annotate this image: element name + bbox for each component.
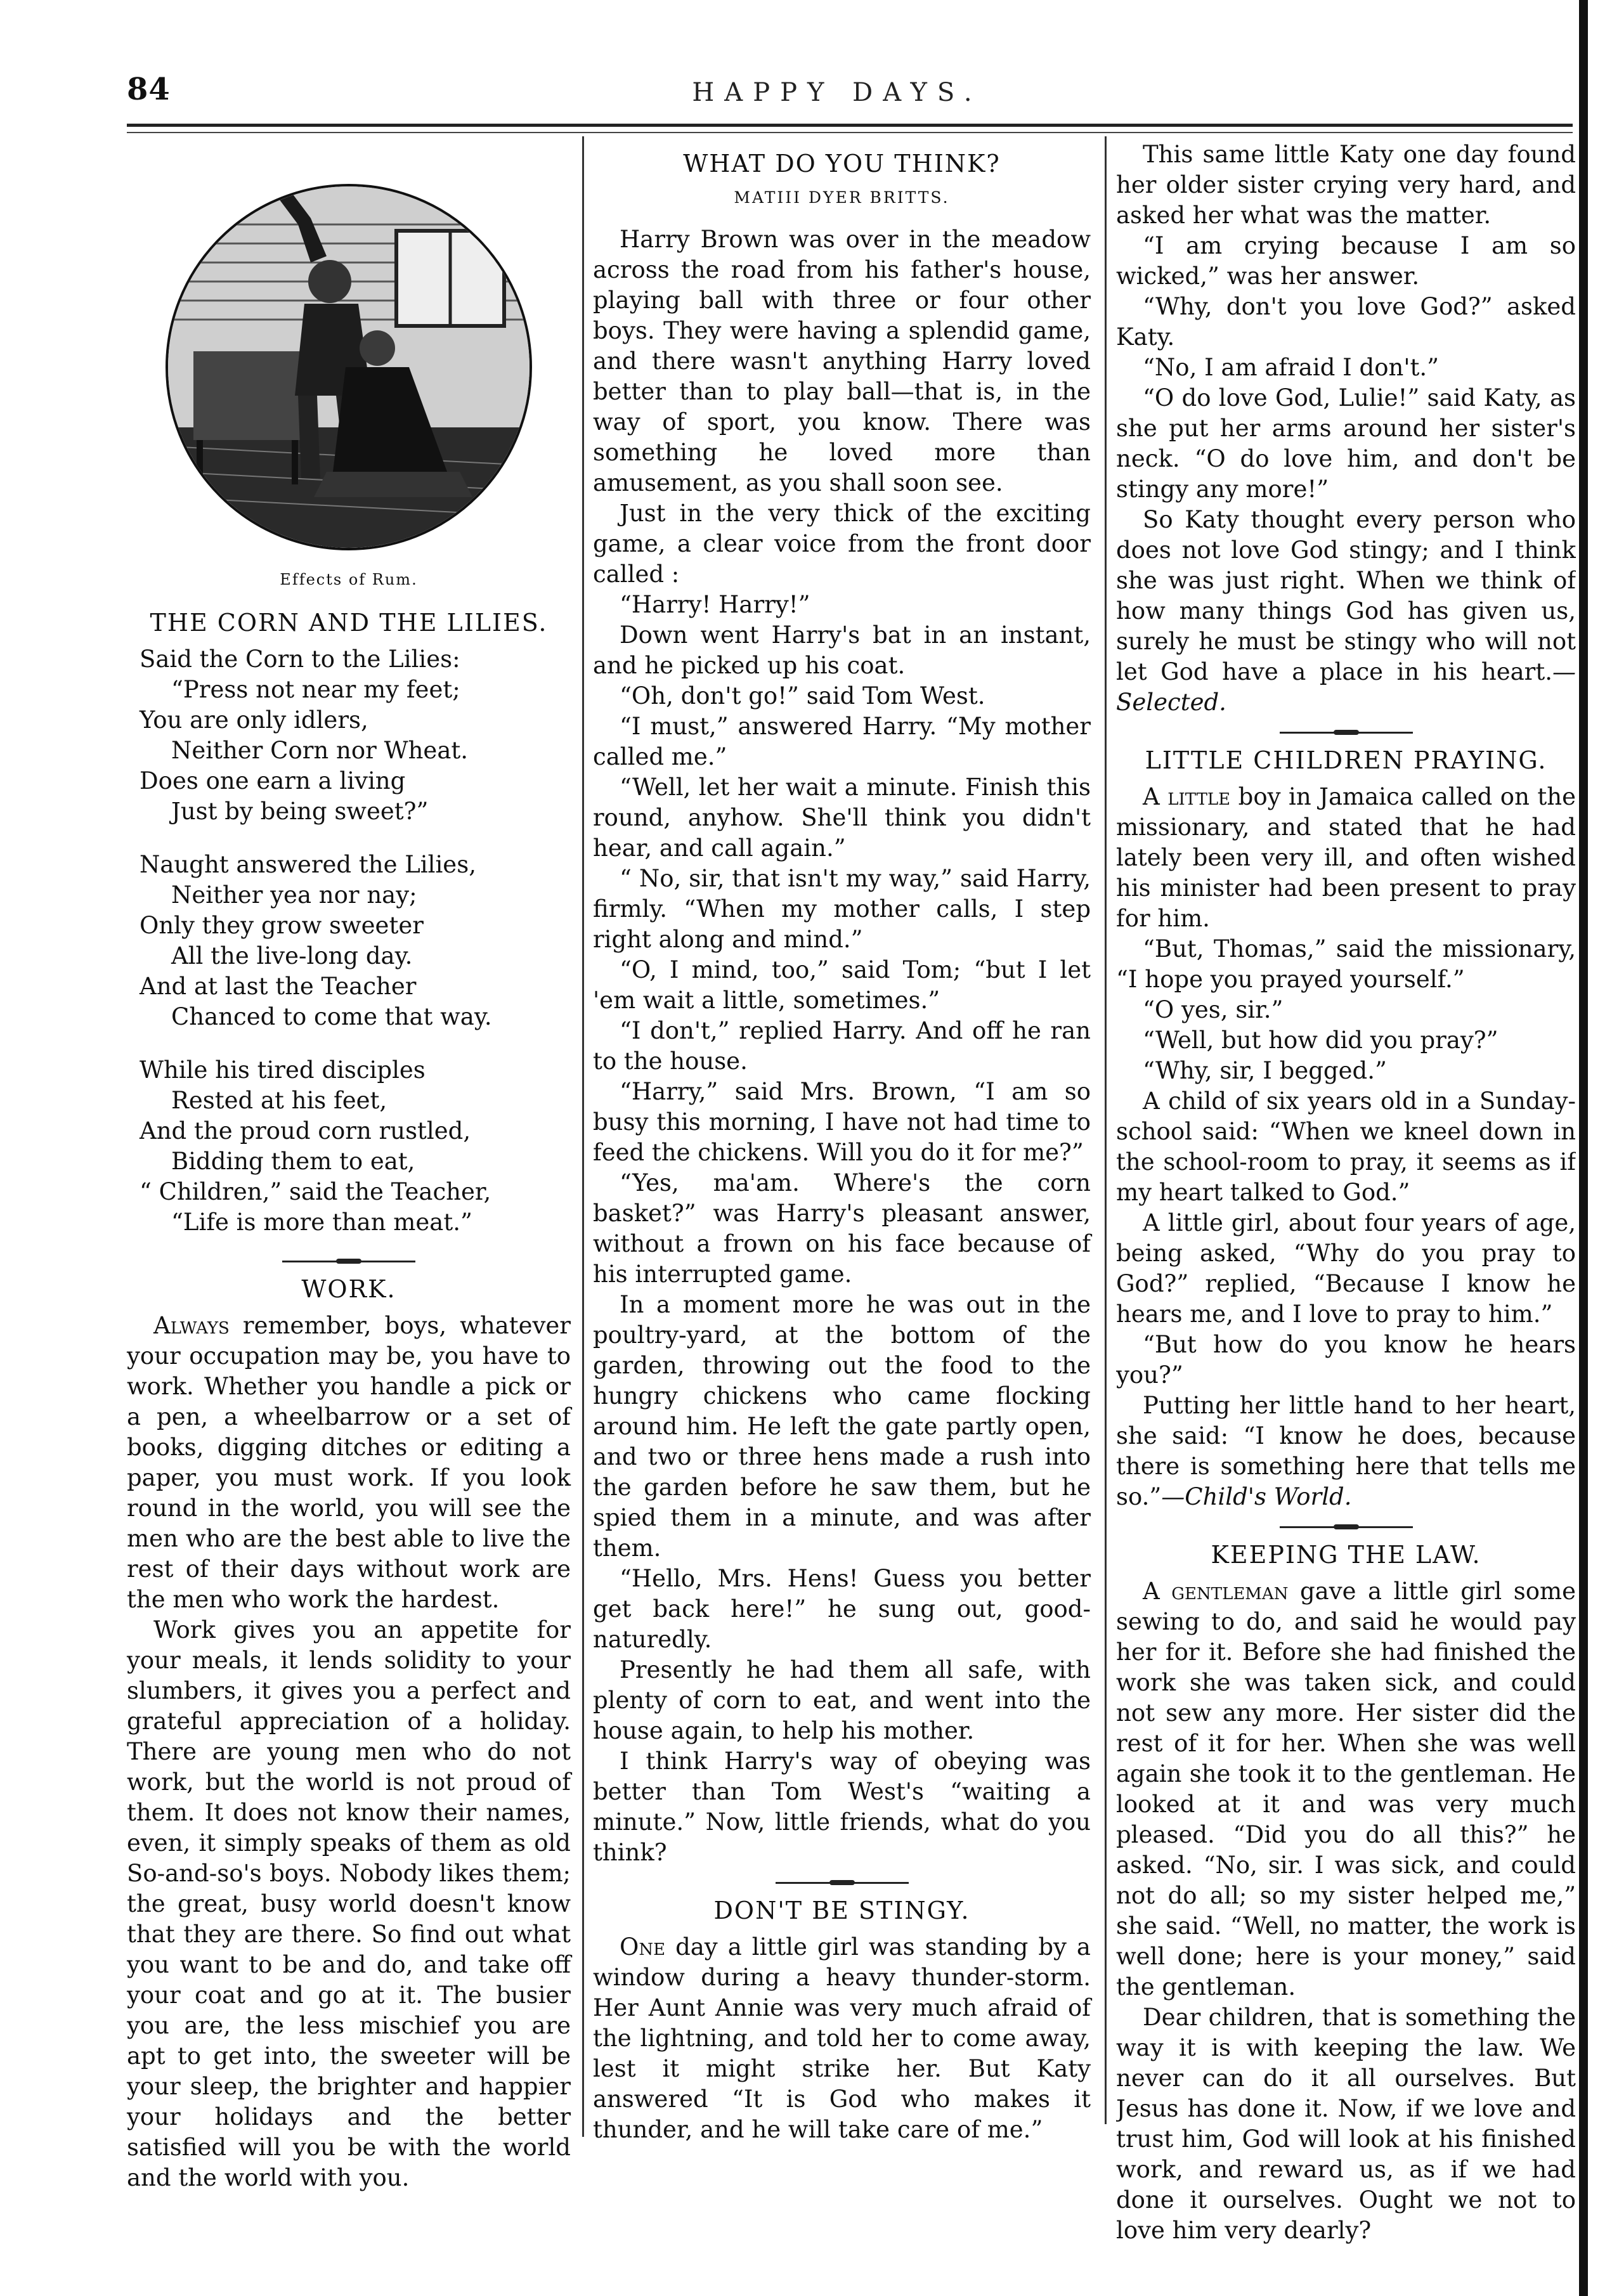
article-paragraph [1116,1391,1576,1512]
article-paragraph: “Why, don't you love God?” asked Katy. [1116,293,1576,351]
article-paragraph [127,1311,571,1615]
article-paragraph: “ No, sir, that isn't my way,” said Harry, firmly. “When my mother calls, I step right along and mind.” [593,865,1091,953]
poem-line: Neither Corn nor Wheat. [171,737,469,764]
engraving-image [166,184,532,550]
article-title-dont-be-stingy: DON'T BE STINGY. [713,1897,970,1924]
paragraph-text: remember, boys, whatever your occupation may be, you have to work. Whether you handle a pick or a pen, a wheelbarrow or a set of books, digging ditches or editing a paper, you must work. If you look round in the world, you will see the men who are the best able to live the rest of their days without work are the men who work the hardest. [127,1312,571,1613]
article-paragraph: “Well, let her wait a minute. Finish this round, anyhow. She'll think you didn't hear, and call again.” [593,774,1091,862]
poem-line: While his tired disciples [140,1056,426,1084]
article-paragraph: Dear children, that is something the way it is with keeping the law. We never can do it all ourselves. But Jesus has done it. Now, if we love and trust him, God will look at his finished work, and reward us, as if we had done it ourselves. Ought we not to love him very dearly? [1116,2004,1576,2244]
article-paragraph: A child of six years old in a Sunday-school said: “When we kneel down in the school-room to pray, it seems as if my heart talked to God.” [1116,1087,1576,1206]
poem-line: “Press not near my feet; [171,676,460,703]
article-paragraph: “I am crying because I am so wicked,” was her answer. [1116,232,1576,290]
article-paragraph: “Harry,” said Mrs. Brown, “I am so busy this morning, I have not had time to feed the chickens. Will you do it for me?” [593,1078,1091,1166]
article-paragraph: “But how do you know he hears you?” [1116,1331,1576,1389]
article-paragraph: “Harry! Harry!” [620,591,810,618]
poem-stanza [140,850,571,1032]
page-number: 84 [127,72,171,107]
paragraph-text: boy in Jamaica called on the missionary, and stated that he had lately been very ill, and often wished his minister had been present to pray for him. [1116,783,1576,932]
article-paragraph: A little girl, about four years of age, being asked, “Why do you pray to God?” replied, “Because I know he hears me, and I love to pray to him.” [1116,1209,1576,1328]
article-paragraph: I think Harry's way of obeying was better than Tom West's “waiting a minute.” Now, little friends, what do you think? [593,1748,1091,1866]
paragraph-text: day a little girl was standing by a window during a heavy thunder-storm. Her Aunt Annie was very much afraid of the lightning, and told her to come away, lest it might strike her. But Katy answered “It is God who makes it thunder, and he will take care of me.” [593,1933,1091,2143]
poem-line: And at last the Teacher [140,973,417,1000]
article-paragraph: “I must,” answered Harry. “My mother called me.” [593,713,1091,770]
poem-line: Bidding them to eat, [171,1148,415,1175]
lead-word: A gentleman [1143,1578,1289,1605]
poem-stanza [140,1055,571,1238]
header-rule [127,124,1573,127]
column-right [1116,139,1576,2246]
column-divider [1105,136,1107,2124]
article-title-keeping-the-law: KEEPING THE LAW. [1211,1541,1481,1569]
article-paragraph: “O yes, sir.” [1143,996,1284,1023]
paragraph-text: Putting her little hand to her heart, she said: “I know he does, because there is something here that tells me so.” [1116,1392,1576,1510]
lead-word: One [620,1933,666,1961]
poem-line: “Life is more than meat.” [171,1209,472,1236]
page-header [108,60,1566,117]
article-paragraph: Just in the very thick of the exciting game, a clear voice from the front door called : [593,500,1091,588]
article-paragraph: “Why, sir, I begged.” [1143,1057,1387,1084]
article-title-what-do-you-think: WHAT DO YOU THINK? [683,150,1001,178]
article-paragraph [1116,1576,1576,2002]
poem-line: And the proud corn rustled, [140,1117,471,1145]
article-paragraph: “Oh, don't go!” said Tom West. [620,682,985,710]
article-paragraph: Work gives you an appetite for your meals, it lends solidity to your slumbers, it gives you a perfect and grateful appreciation of a holiday. There are young men who do not work, but the world is not proud of them. It does not know their names, even, it simply speaks of them as old So-and-so's boys. Nobody likes them; the great, busy world doesn't know that they are there. So find out what you want to be and do, and take off your coat and go at it. The busier you are, the less mischief you are apt to get into, the sweeter will be your sleep, the brighter and happier your holidays and the better satisfied will you be with the world and the world with you. [127,1616,571,2191]
poem-line: “ Children,” said the Teacher, [140,1178,491,1205]
author-byline: MATIII DYER BRITTS. [734,188,950,207]
poem-line: Chanced to come that way. [171,1003,492,1030]
article-paragraph: In a moment more he was out in the poultry-yard, at the bottom of the garden, throwing out the food to the hungry chickens who came flocking around him. He left the gate partly open, and two or three hens made a rush into the garden before he saw them, but he spied them in a minute, and was after them. [593,1291,1091,1562]
section-separator [282,1261,415,1262]
section-separator [1280,1526,1413,1528]
section-separator [1280,732,1413,734]
article-paragraph: Down went Harry's bat in an instant, and he picked up his coat. [593,621,1091,679]
article-paragraph [1116,782,1576,934]
article-paragraph: “Yes, ma'am. Where's the corn basket?” was Harry's pleasant answer, without a frown on his face because of his interrupted game. [593,1169,1091,1288]
paragraph-text: So Katy thought every person who does not love God stingy; and I think she was just right. When we think of how many things God has given us, surely he must be stingy who will not let God have a place in his heart. [1116,506,1576,685]
article-paragraph: “No, I am afraid I don't.” [1143,354,1440,381]
poem-body [140,644,571,1238]
article-paragraph: This same little Katy one day found her older sister crying very hard, and asked her what was the matter. [1116,141,1576,229]
lead-word: A little [1143,783,1231,810]
illustration-caption: Effects of Rum. [280,571,418,588]
header-rule-thin [127,132,1573,133]
poem-line: Naught answered the Lilies, [140,851,476,878]
poem-line: Just by being sweet?” [171,798,429,825]
article-paragraph: Presently he had them all safe, with plenty of corn to eat, and went into the house again, to help his mother. [593,1656,1091,1744]
article-paragraph: “O, I mind, too,” said Tom; “but I let 'em wait a little, sometimes.” [593,956,1091,1014]
lead-word: Always [153,1312,230,1339]
section-separator [776,1882,909,1884]
masthead-title: HAPPY DAYS. [692,78,982,107]
article-title-little-children-praying: LITTLE CHILDREN PRAYING. [1145,746,1547,774]
column-divider [582,136,584,2137]
poem-line: Neither yea nor nay; [171,881,417,909]
article-paragraph [1116,505,1576,718]
poem-line: You are only idlers, [140,706,368,734]
article-paragraph: “Hello, Mrs. Hens! Guess you better get back here!” he sung out, good-naturedly. [593,1565,1091,1653]
article-paragraph [593,1932,1091,2145]
poem-line: Only they grow sweeter [140,912,424,939]
poem-line: Rested at his feet, [171,1087,387,1114]
poem-stanza [140,644,571,827]
article-paragraph: “But, Thomas,” said the missionary, “I hope you prayed yourself.” [1116,935,1576,993]
illustration [127,184,571,595]
article-title-work: WORK. [301,1275,396,1303]
article-paragraph: Harry Brown was over in the meadow across the road from his father's house, playing ball with three or four other boys. They were having a splendid game, and there wasn't anything Harry loved better than to play ball—that is, in the way of sport, you know. There was something he loved more than amusement, as you shall soon see. [593,226,1091,496]
page-edge-shadow [1579,0,1588,2296]
column-middle [593,139,1091,2145]
paragraph-text: gave a little girl some sewing to do, and said he would pay her for it. Before she had finished the work she was taken sick, and could not sew any more. Her sister did the rest of it for her. When she was well again she took it to the gentleman. He looked at it and was very much pleased. “Did you do all this?” he asked. “No, sir. I was sick, and could not do all; so my sister helped me,” she said. “Well, no matter, the work is well done; here is your money,” said the gentleman. [1116,1578,1576,2001]
article-paragraph: “I don't,” replied Harry. And off he ran to the house. [593,1017,1091,1075]
article-paragraph: “Well, but how did you pray?” [1143,1027,1498,1054]
poem-title: THE CORN AND THE LILIES. [150,609,548,637]
article-paragraph: “O do love God, Lulie!” said Katy, as she put her arms around her sister's neck. “O do love him, and don't be stingy any more!” [1116,384,1576,503]
source-credit: —Selected. [1116,658,1576,716]
poem-line: Said the Corn to the Lilies: [140,645,460,673]
source-credit: —Child's World. [1161,1483,1352,1510]
engraving-drawing [168,186,530,548]
poem-line: All the live-long day. [171,942,413,970]
column-left [127,139,571,2193]
poem-line: Does one earn a living [140,767,406,795]
